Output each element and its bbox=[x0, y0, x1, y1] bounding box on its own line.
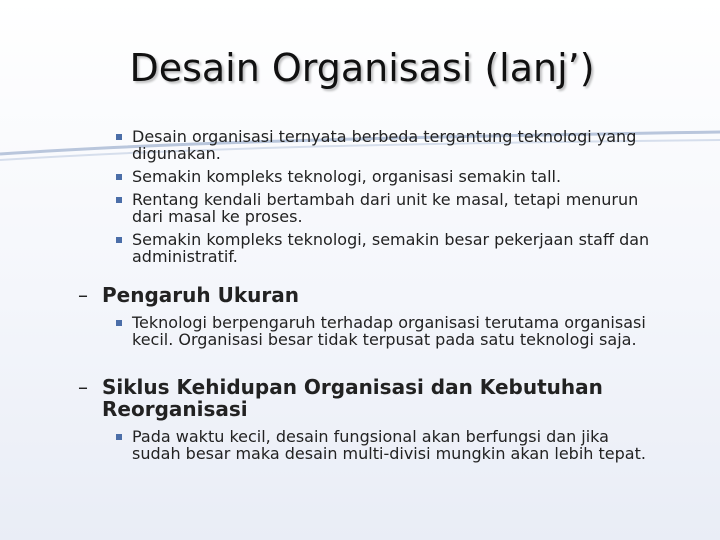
slide-title: Desain Organisasi (lanj’) bbox=[129, 46, 595, 90]
section-heading-text: Siklus Kehidupan Organisasi dan Kebutuhan Reorganisasi bbox=[102, 375, 603, 421]
list-item bbox=[114, 191, 674, 225]
section-heading-size bbox=[78, 284, 678, 306]
bullet-text: Semakin kompleks teknologi, semakin besar pekerjaan staff dan administratif. bbox=[132, 230, 650, 266]
square-bullet-icon bbox=[116, 134, 122, 140]
square-bullet-icon bbox=[116, 197, 122, 203]
dash-marker: – bbox=[78, 283, 88, 307]
section-heading-text: Pengaruh Ukuran bbox=[102, 283, 299, 307]
square-bullet-icon bbox=[116, 174, 122, 180]
lifecycle-bullet-list bbox=[114, 428, 654, 462]
dash-marker: – bbox=[78, 375, 88, 399]
square-bullet-icon bbox=[116, 237, 122, 243]
square-bullet-icon bbox=[116, 434, 122, 440]
top-bullet-list bbox=[114, 128, 674, 265]
bullet-text: Rentang kendali bertambah dari unit ke masal, tetapi menurun dari masal ke proses. bbox=[132, 190, 639, 226]
list-item bbox=[114, 168, 674, 185]
square-bullet-icon bbox=[116, 320, 122, 326]
bullet-text: Pada waktu kecil, desain fungsional akan berfungsi dan jika sudah besar maka desain multi-divisi mungkin akan lebih tepat. bbox=[132, 427, 646, 463]
section-heading-lifecycle bbox=[78, 376, 658, 420]
bullet-text: Semakin kompleks teknologi, organisasi semakin tall. bbox=[132, 167, 562, 186]
bullet-text: Desain organisasi ternyata berbeda tergantung teknologi yang digunakan. bbox=[132, 127, 637, 163]
size-bullet-list bbox=[114, 314, 654, 348]
list-item bbox=[114, 128, 674, 162]
list-item bbox=[114, 231, 674, 265]
list-item bbox=[114, 314, 654, 348]
list-item bbox=[114, 428, 654, 462]
bullet-text: Teknologi berpengaruh terhadap organisasi terutama organisasi kecil. Organisasi besar tidak terpusat pada satu teknologi saja. bbox=[132, 313, 646, 349]
